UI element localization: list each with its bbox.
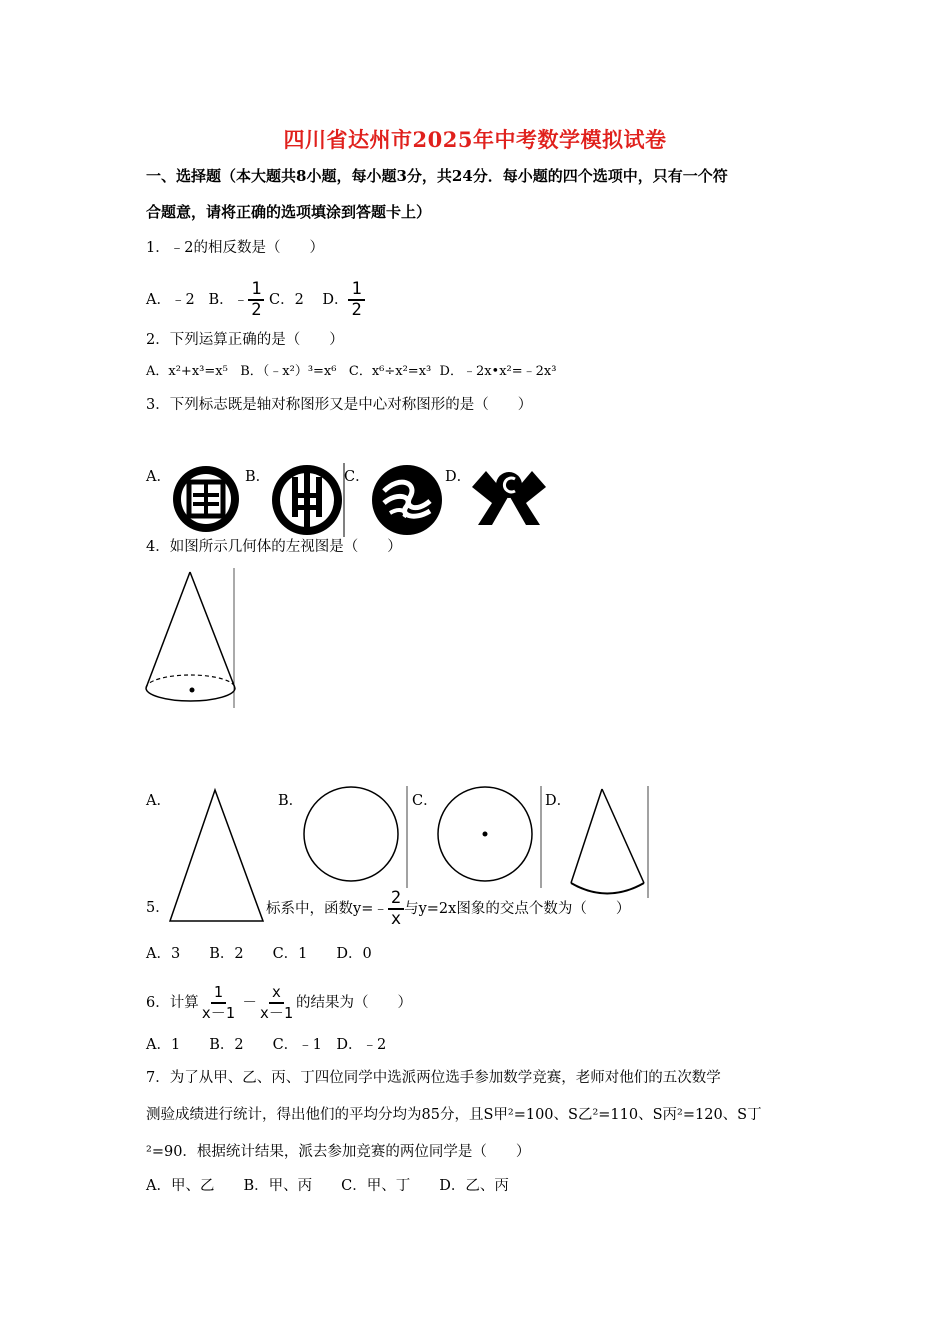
- q6-fraction-2: $\frac{x}{x-1}$: [259, 983, 293, 1022]
- q7-line2: 测验成绩进行统计，得出他们的平均分均为85分，且S甲²=100、S乙²=110、S丙²=120、S丁: [146, 1107, 762, 1123]
- q1-options: [146, 280, 365, 320]
- q6-fraction-1: $\frac{1}{x-1}$: [201, 983, 235, 1022]
- q3-logo-b-icon: [270, 463, 344, 537]
- q4-option-a-triangle: [168, 788, 266, 924]
- q4-label-d: D．: [545, 793, 572, 809]
- q5-number: 5．: [146, 900, 170, 916]
- q6-minus: －: [242, 995, 257, 1011]
- section-heading-line1: 一、选择题（本大题共8小题，每小题3分，共24分．每小题的四个选项中，只有一个符: [146, 167, 728, 185]
- q7-line3: ²=90．根据统计结果，派去参加竞赛的两位同学是（ ）: [146, 1144, 531, 1160]
- q4-option-c-circle: [434, 786, 542, 888]
- q4-cone-figure: [144, 566, 240, 708]
- q6-stem: [146, 983, 412, 1023]
- q3-label-a: A．: [146, 469, 171, 485]
- q4-label-a: A．: [146, 793, 171, 809]
- q3-logo-a-icon: [171, 464, 241, 534]
- q5-fraction: $\frac{2}{x}$: [388, 889, 404, 929]
- q2-option-a: A．x²+x³=x⁵: [146, 364, 228, 379]
- q2-option-b: B．（﹣x²）³=x⁶: [240, 364, 337, 379]
- q6-prefix: 6．计算: [146, 995, 199, 1011]
- page-title: 四川省达州市2025年中考数学模拟试卷: [283, 127, 667, 152]
- q3-label-b: B．: [245, 469, 271, 485]
- q1-option-d-prefix: D．: [322, 292, 349, 308]
- q3-label-d: D．: [445, 469, 472, 485]
- q4-label-c: C．: [412, 793, 438, 809]
- q3-logo-d-icon: [470, 463, 548, 531]
- q1-option-b-prefix: B．﹣: [208, 292, 249, 308]
- q5-options: A．3 B．2 C．1 D．0: [146, 946, 372, 962]
- section-heading-line2: 合题意，请将正确的选项填涂到答题卡上）: [146, 203, 432, 221]
- q6-suffix: 的结果为（ ）: [295, 995, 412, 1011]
- q5-stem: [266, 889, 630, 929]
- q3-logo-c-icon: [370, 463, 444, 537]
- q3-label-c: C．: [344, 469, 370, 485]
- q4-stem: 4．如图所示几何体的左视图是（ ）: [146, 539, 402, 555]
- q1-option-c: C．2: [269, 292, 304, 308]
- q6-options: A．1 B．2 C．﹣1 D．﹣2: [146, 1037, 387, 1053]
- q1-stem: 1．﹣2的相反数是（ ）: [146, 240, 324, 256]
- q7-line1: 7．为了从甲、乙、丙、丁四位同学中选派两位选手参加数学竞赛，老师对他们的五次数学: [146, 1070, 721, 1086]
- q2-options: [146, 360, 556, 379]
- q4-label-b: B．: [278, 793, 304, 809]
- q4-option-b-circle: [300, 786, 408, 888]
- q4-option-d-sector: [566, 786, 650, 898]
- q3-stem: 3．下列标志既是轴对称图形又是中心对称图形的是（ ）: [146, 397, 533, 413]
- q5-text-b: 与y=2x图象的交点个数为（ ）: [404, 901, 631, 917]
- q1-option-b-fraction: $\frac{1}{2}$: [248, 280, 264, 320]
- q2-stem: 2．下列运算正确的是（ ）: [146, 332, 344, 348]
- q1-option-d-fraction: $\frac{1}{2}$: [348, 280, 364, 320]
- q7-options: A．甲、乙 B．甲、丙 C．甲、丁 D．乙、丙: [146, 1178, 509, 1194]
- q5-text-a: 标系中，函数y=﹣: [266, 901, 388, 917]
- q2-option-d: D．﹣2x•x²=﹣2x³: [439, 364, 557, 379]
- q2-option-c: C．x⁶÷x²=x³: [348, 364, 432, 379]
- q1-option-a: A．﹣2: [146, 292, 195, 308]
